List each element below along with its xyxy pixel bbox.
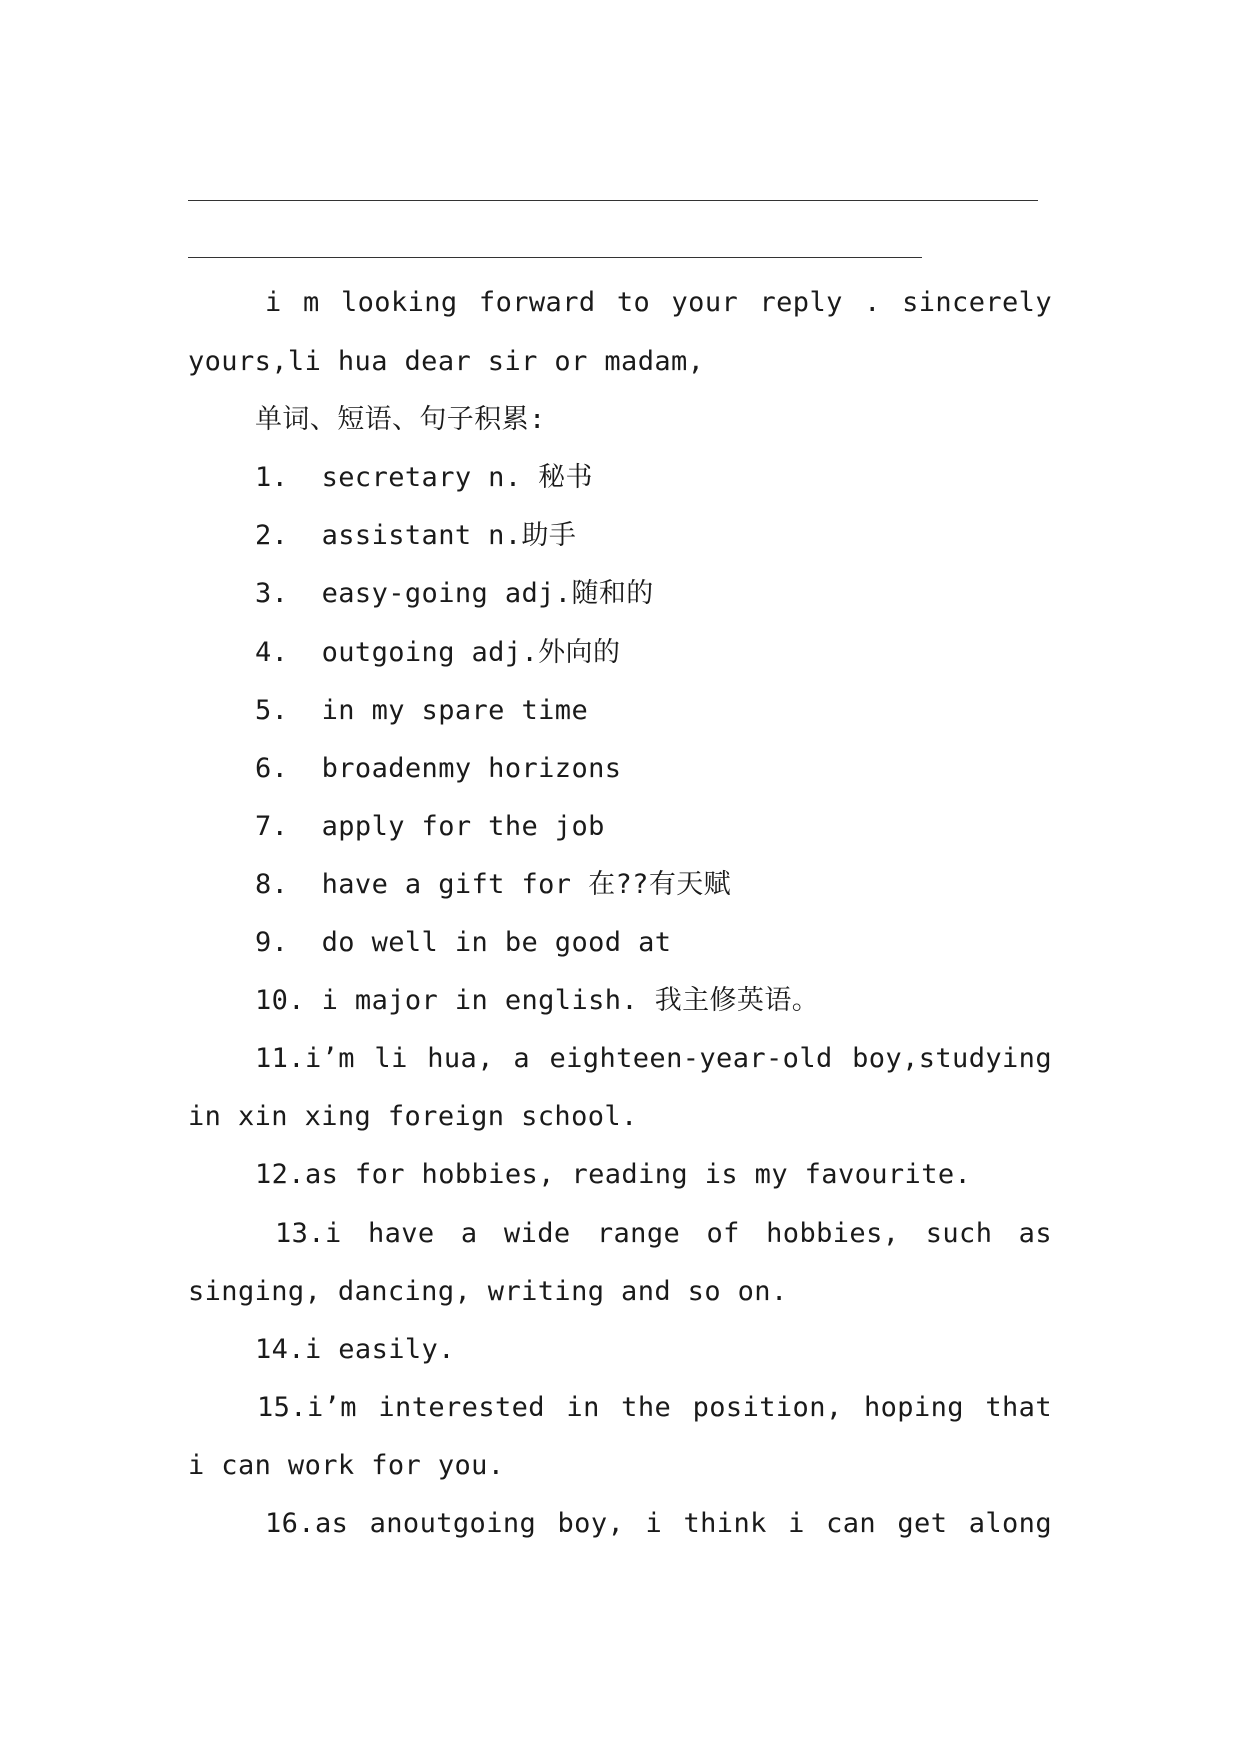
closing-line: i m looking forward to your reply . sincerely: [265, 287, 1052, 318]
blank-fill-line: [188, 257, 922, 258]
list-item: 6. broadenmy horizons: [255, 753, 622, 784]
list-item: 4. outgoing adj.外向的: [255, 637, 621, 668]
list-item: 3. easy-going adj.随和的: [255, 578, 654, 609]
list-item: 16.as anoutgoing boy, i think i can get along: [265, 1508, 1052, 1539]
blank-fill-line: [188, 200, 1038, 201]
list-item: 14.i easily.: [255, 1334, 455, 1365]
list-item: 13.i have a wide range of hobbies, such as: [275, 1218, 1052, 1249]
list-item: 7. apply for the job: [255, 811, 605, 842]
list-item: 9. do well in be good at: [255, 927, 672, 958]
section-heading: 单词、短语、句子积累:: [255, 404, 546, 435]
list-item: 1. secretary n. 秘书: [255, 462, 593, 493]
list-item: 11.i’m li hua, a eighteen-year-old boy,studying: [255, 1043, 1052, 1074]
list-item-continuation: in xin xing foreign school.: [188, 1101, 638, 1132]
list-item: 2. assistant n.助手: [255, 520, 577, 551]
list-item: 8. have a gift for 在??有天赋: [255, 869, 732, 900]
list-item: 15.i’m interested in the position, hoping that: [257, 1392, 1052, 1423]
closing-line: yours,li hua dear sir or madam,: [188, 346, 705, 377]
list-item-continuation: i can work for you.: [188, 1450, 505, 1481]
list-item: 12.as for hobbies, reading is my favourite.: [255, 1159, 972, 1190]
list-item: 10. i major in english. 我主修英语。: [255, 985, 820, 1016]
list-item: 5. in my spare time: [255, 695, 589, 726]
list-item-continuation: singing, dancing, writing and so on.: [188, 1276, 788, 1307]
